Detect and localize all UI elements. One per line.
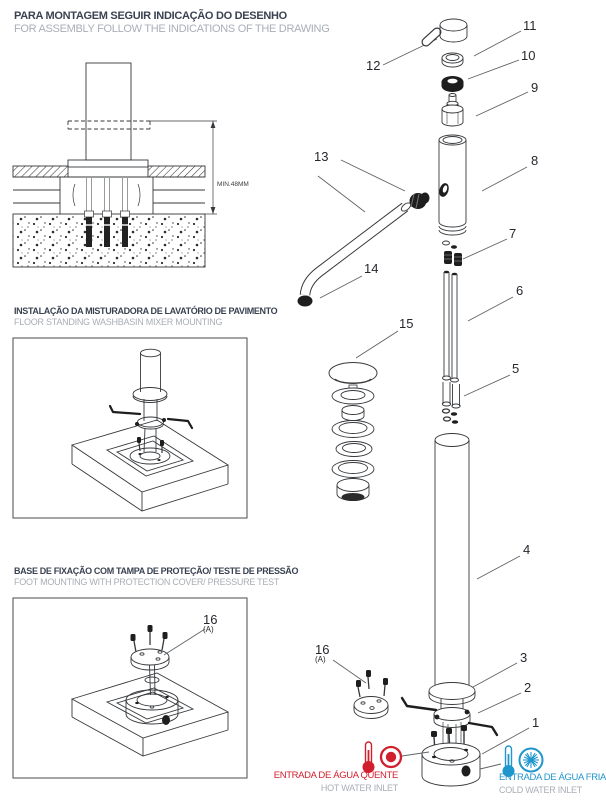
- callout-4: 4: [523, 542, 531, 557]
- callout-9: 9: [531, 80, 539, 95]
- part-12-handle: [426, 19, 467, 42]
- part-6-riser-tubes: [443, 271, 459, 382]
- callout-5: 5: [512, 361, 520, 376]
- cross-section-drawing: [13, 63, 217, 267]
- callout-16a-exploded: 16 (A): [315, 642, 330, 664]
- callout-3: 3: [520, 650, 528, 665]
- hot-water-icons: [363, 742, 401, 773]
- part-14-aerator: [298, 296, 313, 307]
- allen-key-icon: [469, 723, 497, 735]
- floor-mounting-illustration: [13, 338, 247, 518]
- hot-water-inlet-pt: ENTRADA DE ÁGUA QUENTE: [273, 770, 398, 781]
- callout-10: 10: [521, 48, 536, 63]
- part-7-fittings: [443, 241, 463, 266]
- part-4-main-column: [435, 434, 469, 689]
- callout-14: 14: [364, 261, 379, 276]
- page-title-en: FOR ASSEMBLY FOLLOW THE INDICATIONS OF THE DRAWING: [14, 23, 330, 35]
- callout-8: 8: [531, 153, 539, 168]
- part-8-upper-body: [438, 135, 466, 235]
- callout-11: 11: [523, 18, 537, 33]
- callout-13: 13: [314, 149, 329, 164]
- min-depth-label: MIN.48MM: [217, 181, 249, 188]
- part-15-drain-assembly: [329, 363, 377, 502]
- callout-16a-box: 16 (A): [203, 612, 218, 634]
- floor-mounting-title-pt: INSTALAÇÃO DA MISTURADORA DE LAVATÓRIO DE PAVIMENTO: [14, 306, 278, 316]
- hot-water-inlet-label: [252, 770, 398, 794]
- allen-key-icon: [110, 406, 140, 414]
- allen-key-icon: [168, 419, 192, 428]
- callout-2: 2: [524, 680, 532, 695]
- spout-tube: [298, 201, 413, 306]
- cold-water-inlet-label: [499, 772, 604, 796]
- min-depth-dimension: [205, 121, 217, 214]
- cold-water-inlet-en: COLD WATER INLET: [499, 785, 583, 795]
- hot-water-inlet-en: HOT WATER INLET: [320, 783, 398, 793]
- part-3-floor-flange: [429, 683, 475, 712]
- page-title-pt: PARA MONTAGEM SEGUIR INDICAÇÃO DO DESENHO: [14, 10, 287, 22]
- hot-burst-icon: [381, 747, 401, 767]
- part-10-cartridge-nut: [442, 76, 464, 92]
- cold-burst-icon: [520, 749, 543, 772]
- hatched-floor-layer: [13, 166, 68, 177]
- thermometer-hot-icon: [363, 742, 374, 773]
- part-13-spout-connector: [410, 193, 430, 210]
- anchor-bolts: [85, 178, 130, 247]
- callout-1: 1: [532, 715, 540, 730]
- foot-mounting-title-pt: BASE DE FIXAÇÃO COM TAMPA DE PROTEÇÃO/ TESTE DE PRESSÃO: [14, 566, 299, 576]
- callout-15: 15: [399, 316, 414, 331]
- mixer-column-section: [86, 63, 131, 160]
- part-11-cover-ring: [442, 53, 463, 67]
- foot-mounting-title-en: FOOT MOUNTING WITH PROTECTION COVER/ PRESSURE TEST: [14, 577, 280, 587]
- callout-12: 12: [366, 58, 381, 73]
- part-16-protection-cover: [354, 670, 388, 719]
- callout-6: 6: [516, 283, 524, 298]
- exploded-view-drawing: [298, 19, 543, 786]
- floor-mounting-title-en: FLOOR STANDING WASHBASIN MIXER MOUNTING: [14, 317, 223, 327]
- part-9-cartridge: [442, 94, 463, 127]
- callout-7: 7: [509, 226, 517, 241]
- part-1-base-body: [422, 743, 480, 786]
- part-5-tube-section: [442, 382, 460, 424]
- cold-water-inlet-pt: ENTRADA DE ÁGUA FRIA: [499, 772, 606, 783]
